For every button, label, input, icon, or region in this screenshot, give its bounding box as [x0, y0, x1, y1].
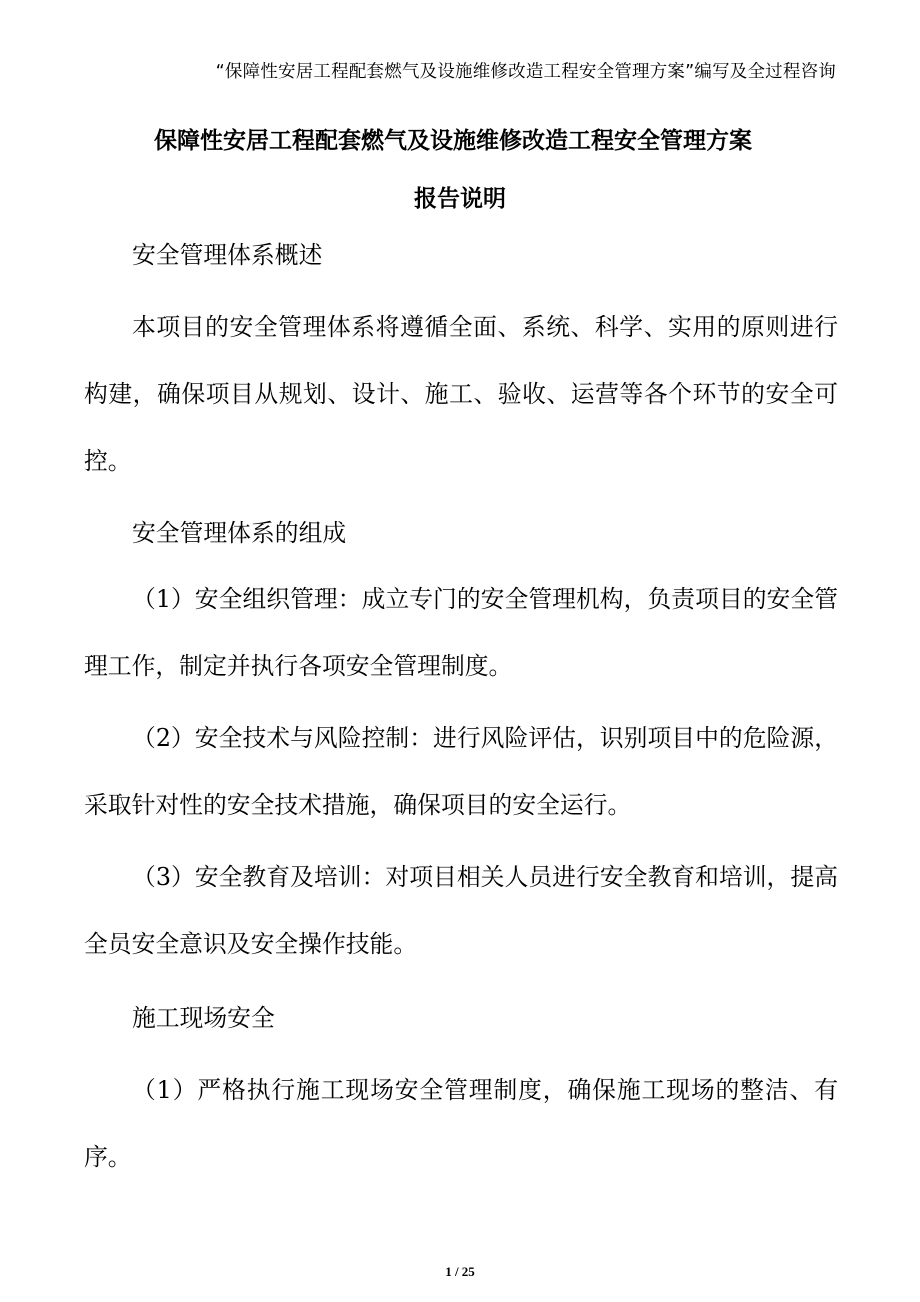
document-subtitle: 报告说明 [414, 186, 506, 212]
paragraph-composition-2: （2）安全技术与风险控制：进行风险评估，识别项目中的危险源，采取针对性的安全技术措施，确保项目的安全运行。 [84, 724, 838, 819]
page-number: 1 / 25 [445, 1264, 475, 1279]
paragraph-composition-1: （1）安全组织管理：成立专门的安全管理机构，负责项目的安全管理工作，制定并执行各项安全管理制度。 [84, 585, 838, 680]
running-header: “保障性安居工程配套燃气及设施维修改造工程安全管理方案”编写及全过程咨询 [215, 62, 836, 82]
section-heading-composition: 安全管理体系的组成 [132, 519, 347, 547]
paragraph-site-safety-1: （1）严格执行施工现场安全管理制度，确保施工现场的整洁、有序。 [84, 1076, 838, 1171]
section-heading-overview: 安全管理体系概述 [132, 241, 323, 269]
paragraph-composition-3: （3）安全教育及培训：对项目相关人员进行安全教育和培训，提高全员安全意识及安全操作技能。 [84, 863, 838, 958]
document-title: 保障性安居工程配套燃气及设施维修改造工程安全管理方案 [154, 128, 752, 154]
paragraph-overview: 本项目的安全管理体系将遵循全面、系统、科学、实用的原则进行构建，确保项目从规划、设计、施工、验收、运营等各个环节的安全可控。 [84, 313, 838, 475]
section-heading-site-safety: 施工现场安全 [132, 1004, 275, 1032]
